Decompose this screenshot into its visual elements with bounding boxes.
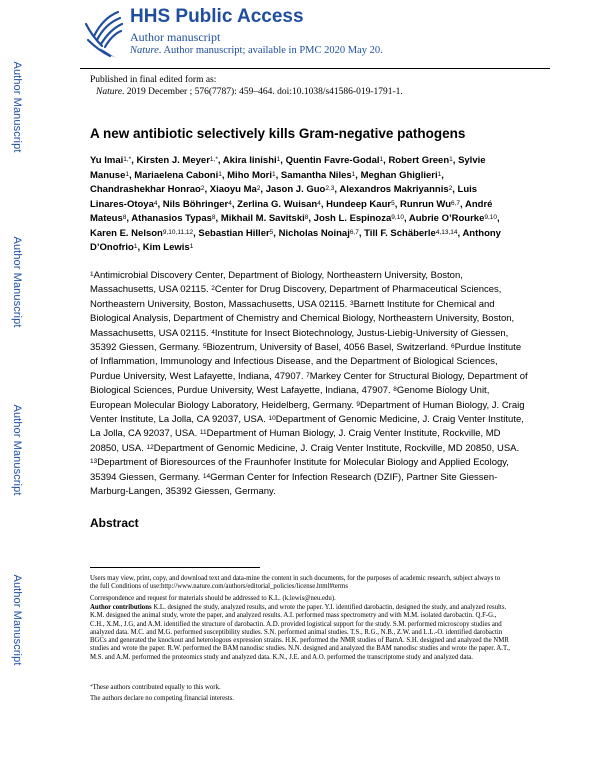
- published-in-label: Published in final edited form as:: [90, 75, 217, 85]
- availability-text: . Author manuscript; available in PMC 2020 May 20.: [158, 45, 383, 56]
- correspondence-footnote: Correspondence and request for materials should be addressed to K.L. (k.lewis@neu.edu).: [90, 595, 336, 602]
- abstract-heading: Abstract: [90, 516, 139, 530]
- author-name: Jason J. Guo: [265, 184, 326, 195]
- header-rule: [80, 68, 550, 69]
- author-affiliation-marker: 1,*: [209, 156, 218, 163]
- author-affiliation-marker: 4: [153, 199, 158, 207]
- author-name: Sebastian Hiller: [198, 227, 270, 239]
- affiliation-number: 11: [199, 429, 207, 437]
- affiliation-text: Genome Biology Unit, European Molecular Biology Laboratory, Heidelberg, Germany.: [90, 385, 490, 411]
- footnote-rule: [90, 567, 260, 568]
- affiliation-number: 1: [90, 271, 94, 278]
- author-name: Runrun Wu: [399, 198, 451, 210]
- author-name: Anthony D’Onofrio: [90, 227, 501, 253]
- author-name: Kim Lewis: [142, 242, 190, 253]
- equal-contribution-footnote: [90, 684, 510, 692]
- author-affiliation-marker: 9,10,11,12: [162, 228, 194, 236]
- author-affiliation-marker: 2: [448, 185, 453, 192]
- author-name: Josh L. Espinoza: [313, 213, 392, 224]
- affiliation-text: German Center for Infection Research (DZIF), Partner Site Giessen-Marburg-Langen, 35392 Giessen, Germany.: [90, 471, 498, 498]
- citation-text: . 2019 December ; 576(7787): 459–464. doi:10.1038/s41586-019-1791-1.: [122, 87, 403, 97]
- author-name: Kirsten J. Meyer: [136, 155, 210, 166]
- author-affiliation-marker: 1: [125, 170, 129, 178]
- affiliation-number: 13: [90, 458, 98, 466]
- author-affiliation-marker: 5: [391, 199, 395, 207]
- affiliation-number: 9: [356, 400, 360, 408]
- affiliation-number: 6: [450, 343, 455, 351]
- author-name: Till F. Schäberle: [364, 227, 436, 239]
- author-name: Zerlina G. Wuisan: [237, 198, 318, 210]
- affiliation-text: Markey Center for Structural Biology, Department of Biological Sciences, Purdue University, West Lafayette, Indiana, 47907.: [90, 370, 528, 397]
- author-name: Quentin Favre-Godal: [285, 155, 380, 166]
- author-name: Nils Böhringer: [162, 198, 229, 210]
- affiliation-text: Department of Genomic Medicine, J. Craig Venter Institute, La Jolla, CA 92037, USA.: [90, 414, 524, 440]
- author-name: Sylvie Manuse: [90, 155, 486, 181]
- author-name: Hundeep Kaur: [326, 198, 392, 210]
- sidebar-label-4: Author Manuscript: [11, 574, 23, 666]
- affiliation-text: Center for Drug Discovery, Department of Pharmaceutical Sciences, Northeastern University, Boston, Massachusetts, USA 02115.: [90, 284, 502, 310]
- author-name: Aubrie O’Rourke: [408, 213, 485, 224]
- author-name: Samantha Niles: [280, 169, 352, 181]
- affiliation-text: Department of Human Biology, J. Craig Venter Institute, La Jolla, CA 92037, USA.: [90, 399, 525, 426]
- author-name: Luis Linares-Otoya: [90, 184, 478, 210]
- author-list: Yu Imai$^{1,*}$, Kirsten J. Meyer$^{1,*}$, Akira Iinishi$^1$, Quentin Favre-Godal$^1$, Robert Green$^1$, Sylvie Manuse$^1$, Mariaelena Caboni$^1$, Miho Mori$^1$, Samantha Niles$^1$, Meghan Ghiglieri$^1$, Chandrashekhar Honrao$^2$, Xiaoyu Ma$^2$, Jason J. Guo$^{2,3}$, Alexandros Makriyannis$^2$, Luis Linares-Otoya$^4$, Nils Böhringer$^4$, Zerlina G. Wuisan$^4$, Hundeep Kaur$^5$, Runrun Wu$^{6,7}$, André Mateus$^8$, Athanasios Typas$^8$, Mikhail M. Savitski$^8$, Josh L. Espinoza$^{9,10}$, Aubrie O’Rourke$^{9,10}$, Karen E. Nelson$^{9,10,11,12}$, Sebastian Hiller$^5$, Nicholas Noinaj$^{6,7}$, Till F. Schäberle$^{4,13,14}$, Anthony D’Onofrio$^1$, Kim Lewis$^1$: [90, 155, 501, 253]
- author-name: Karen E. Nelson: [90, 227, 163, 239]
- author-affiliation-marker: 8: [304, 214, 309, 221]
- author-name: Nicholas Noinaj: [278, 227, 350, 239]
- affiliation-text: Barnett Institute for Chemical and Biological Analysis, Department of Chemistry and Chemical Biology, Northeastern University, Boston, Massachusetts, USA 02115.: [90, 298, 515, 339]
- author-manuscript-subtitle: Author manuscript: [130, 30, 221, 44]
- author-contributions-footnote: [90, 604, 510, 662]
- author-affiliation-marker: 1,*: [123, 156, 132, 163]
- affiliation-number: 5: [202, 343, 207, 351]
- affiliation-text: Department of Human Biology, J. Craig Venter Institute, Rockville, MD 20850, USA.: [90, 428, 501, 454]
- affiliation-number: 8: [393, 386, 397, 394]
- affiliation-text: Purdue Institute of Inflammation, Immunology and Infectious Disease, and the Department of Biological Sciences, Purdue University, West Lafayette, Indiana, 47907.: [90, 342, 522, 382]
- author-name: Yu Imai: [90, 155, 124, 166]
- author-affiliation-marker: 4: [317, 199, 321, 207]
- affiliation-text: Department of Genomic Medicine, J. Craig Venter Institute, Rockville, MD 20850, USA.: [153, 442, 520, 454]
- affiliation-number: 2: [211, 285, 215, 293]
- affiliation-number: 7: [306, 371, 310, 379]
- citation-journal: Nature: [96, 87, 123, 97]
- journal-name: Nature: [130, 45, 159, 56]
- affiliation-text: Biozentrum, University of Basel, 4056 Basel, Switzerland.: [206, 342, 449, 354]
- affiliation-number: 10: [268, 415, 276, 423]
- author-affiliation-marker: 2: [200, 185, 205, 192]
- author-affiliation-marker: 1: [276, 156, 281, 163]
- sidebar-label-3: Author Manuscript: [11, 404, 23, 496]
- author-affiliation-marker: 8: [211, 214, 216, 221]
- author-affiliation-marker: 1: [189, 243, 194, 250]
- author-affiliation-marker: 1: [351, 170, 356, 178]
- author-name: Akira Iinishi: [222, 155, 277, 166]
- author-name: Alexandros Makriyannis: [339, 184, 449, 195]
- equal-marker: *: [90, 685, 93, 690]
- author-affiliation-marker: 9,10: [391, 214, 404, 221]
- affiliation-number: 14: [202, 472, 211, 480]
- availability-line: [130, 45, 383, 56]
- citation-line: [96, 87, 403, 97]
- affiliation-text: Antimicrobial Discovery Center, Department of Biology, Northeastern University, Boston, Massachusetts, USA 02115.: [90, 270, 463, 296]
- affiliation-text: Department of Bioresources of the Fraunhofer Institute for Molecular Biology and Applied Ecology, 35394 Giessen, Germany.: [90, 457, 509, 483]
- author-affiliation-marker: 4: [228, 199, 232, 207]
- affiliation-text: Institute for Insect Biotechnology, Justus-Liebig-University of Giessen, 35392 Giessen, Germany.: [90, 327, 509, 354]
- author-affiliation-marker: 4,13,14: [435, 228, 458, 236]
- author-affiliation-marker: 6,7: [349, 228, 359, 236]
- author-affiliation-marker: 9,10: [484, 214, 498, 221]
- affiliation-list: [90, 269, 530, 500]
- author-affiliation-marker: 1: [437, 170, 442, 178]
- author-affiliation-marker: 1: [379, 156, 384, 163]
- equal-text: These authors contributed equally to this work.: [92, 684, 221, 691]
- author-affiliation-marker: 5: [269, 228, 274, 236]
- competing-interests-footnote: The authors declare no competing financial interests.: [90, 695, 235, 702]
- author-name: Xiaoyu Ma: [209, 184, 257, 195]
- affiliation-number: 4: [211, 328, 215, 336]
- terms-footnote: Users may view, print, copy, and download text and data-mine the content in such documents, for the purposes of academic research, subject always to the full Conditions of use:http://www.nature.com/authors/editorial_policies/license.html#terms: [90, 575, 501, 591]
- affiliation-number: 3: [349, 299, 354, 307]
- author-affiliation-marker: 1: [449, 156, 453, 163]
- sidebar-label-1: Author Manuscript: [11, 61, 23, 153]
- contributions-text: K.L. designed the study, analyzed results, and wrote the paper. Y.I. identified darobactin, designed the study, and analyzed results. K.M. designed the animal study, wrote the paper, and analyzed results. A.I. performed mass spectrometry and with M.M. isolated darobactin. Q.F-G., C.H., X.M., J.G, and A.M. identified the structure of darobactin. A.D. provided logistical support for the study. S.M. performed microscopy studies and analyzed data. M.C. and M.G. performed susceptibility studies. S.N. performed animal studies. T.S., R.G., N.B., Z.W. and L.L.-O. identified darobactin BGCs and generated the knockout and heterologous expression strains. H.K. performed the NMR studies of BamA. S.H. designed and analyzed the NMR studies and wrote the paper. R.W. performed the BAM nanodisc studies. N.N. designed and analyzed the BAM nanodisc studies and wrote the paper. A.T., M.S. and A.M. performed the proteomics study and analyzed data. K.N., J.E. and A.O. performed the transcriptome study and analyzed data.: [90, 604, 510, 661]
- contributions-label: Author contributions: [90, 604, 152, 611]
- article-title: A new antibiotic selectively kills Gram-negative pathogens: [90, 126, 466, 141]
- affiliation-number: 12: [146, 443, 154, 451]
- author-name: Mariaelena Caboni: [134, 169, 219, 181]
- author-affiliation-marker: 2,3: [325, 185, 335, 192]
- author-affiliation-marker: 1: [133, 243, 138, 250]
- sidebar-label-2: Author Manuscript: [11, 236, 23, 328]
- author-affiliation-marker: 1: [272, 170, 276, 178]
- hhs-public-access-title: HHS Public Access: [130, 6, 304, 27]
- author-affiliation-marker: 1: [218, 170, 222, 178]
- author-affiliation-marker: 6,7: [451, 199, 461, 207]
- author-affiliation-marker: 2: [256, 185, 261, 192]
- author-name: Meghan Ghiglieri: [360, 169, 438, 181]
- author-name: Miho Mori: [227, 169, 272, 181]
- author-name: André Mateus: [90, 198, 493, 224]
- author-name: Robert Green: [388, 155, 450, 166]
- author-name: Mikhail M. Savitski: [220, 213, 305, 224]
- author-name: Athanasios Typas: [131, 213, 212, 224]
- author-affiliation-marker: 8: [122, 214, 127, 221]
- author-name: Chandrashekhar Honrao: [90, 184, 201, 195]
- hhs-eagle-logo-icon: [80, 6, 126, 62]
